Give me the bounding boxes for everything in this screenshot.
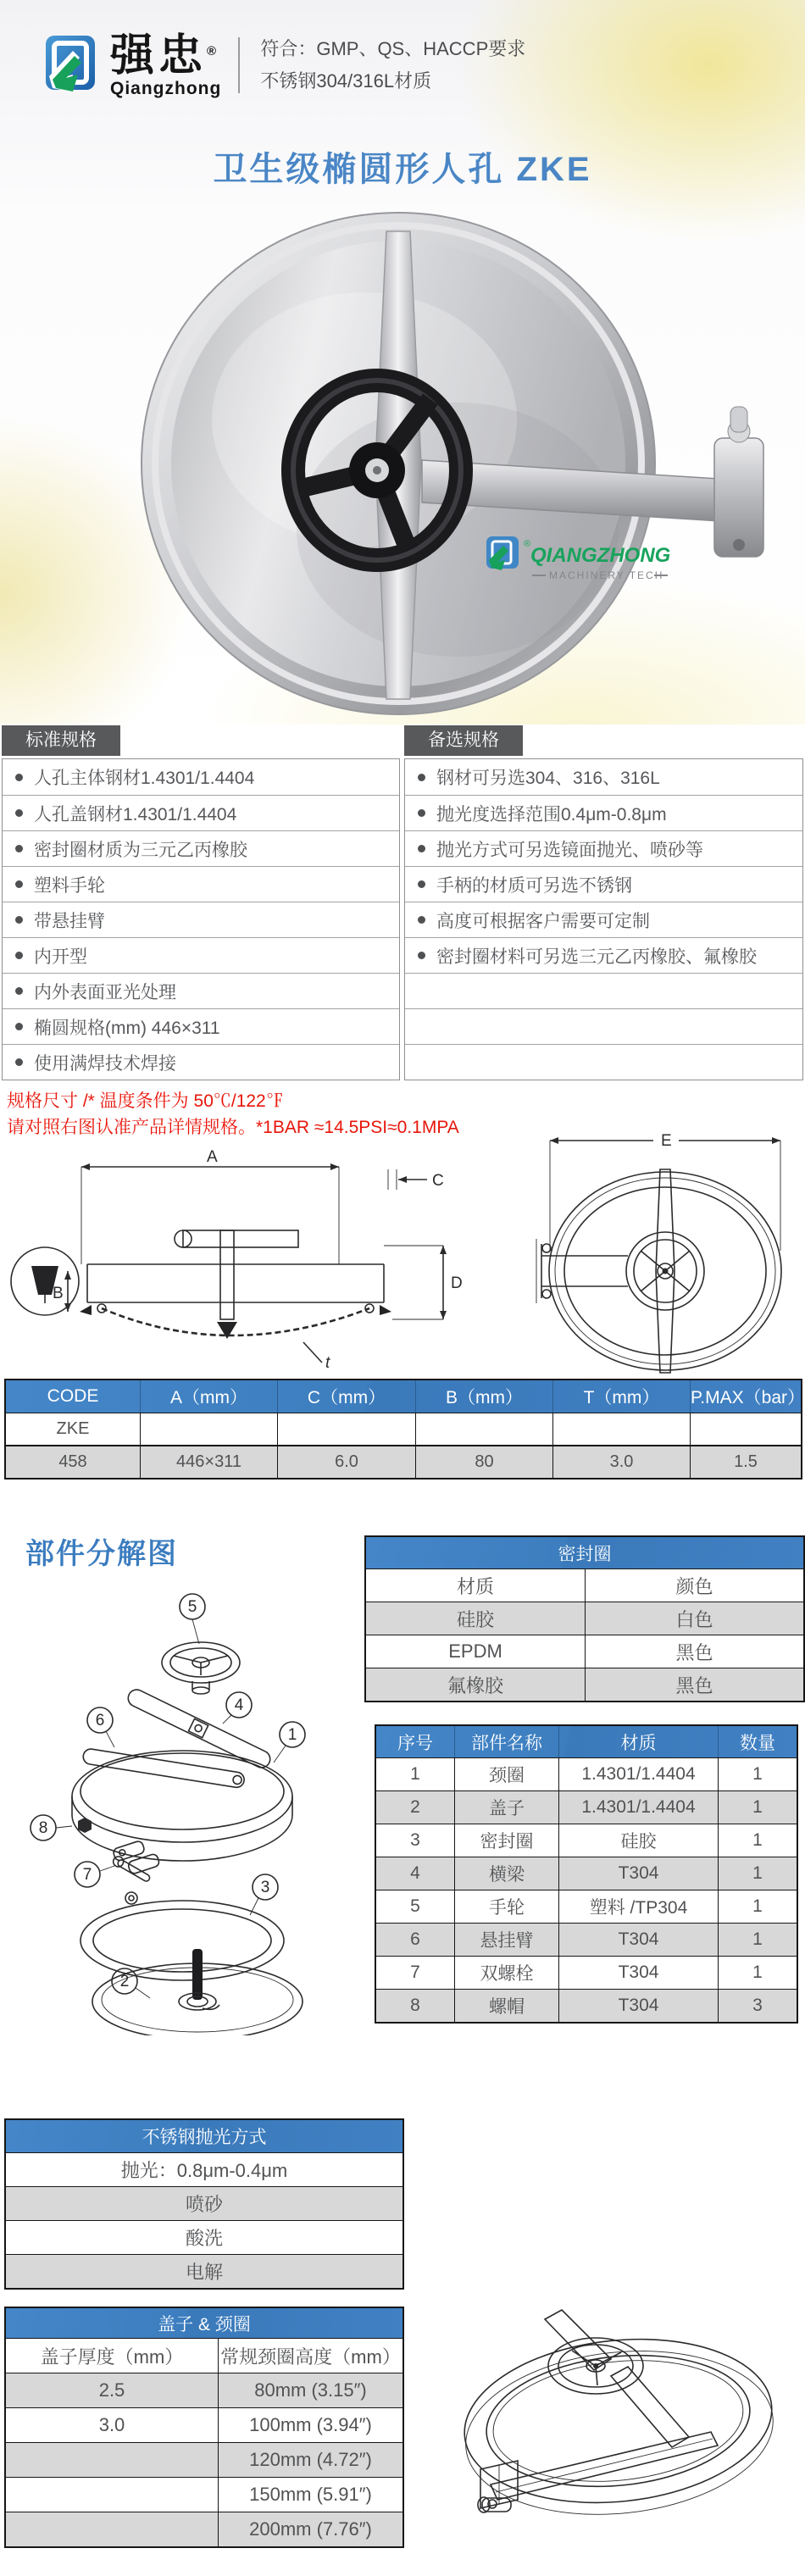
table-row: 150mm (5.91″) xyxy=(6,2477,402,2512)
dimension-table-header: CODE A（mm） C（mm） B（mm） T（mm） P.MAX（bar） xyxy=(6,1380,801,1413)
bullet-icon xyxy=(15,845,23,852)
list-item: 使用满焊技术焊接 xyxy=(3,1044,399,1080)
dimension-note xyxy=(7,1088,459,1141)
dimension-table xyxy=(4,1379,805,1480)
cover-neck-header: 盖子 & 颈圈 xyxy=(6,2308,402,2338)
registered-mark: ® xyxy=(207,44,217,58)
product-photo-manhole xyxy=(0,191,805,724)
tagline-compliance: 符合：GMP、QS、HACCP要求 xyxy=(260,37,526,59)
table-row: 4 横梁 T304 1 xyxy=(376,1857,797,1890)
table-row: 喷砂 xyxy=(6,2186,402,2220)
list-item-empty xyxy=(405,1044,802,1080)
optional-specs-box xyxy=(404,725,803,1080)
list-item: 抛光方式可另选镜面抛光、喷砂等 xyxy=(405,830,802,866)
svg-text:4: 4 xyxy=(234,1696,244,1714)
table-row: 8 螺帽 T304 3 xyxy=(376,1989,797,2022)
table-row: 3 密封圈 硅胶 1 xyxy=(376,1824,797,1857)
svg-text:6: 6 xyxy=(95,1712,105,1729)
brand-header xyxy=(44,31,525,99)
bullet-icon xyxy=(15,809,23,817)
table-row: 3.0 100mm (3.94″) xyxy=(6,2407,402,2442)
svg-text:1: 1 xyxy=(287,1726,297,1744)
bullet-icon xyxy=(418,845,425,852)
standard-specs-list xyxy=(2,758,400,1080)
svg-text:7: 7 xyxy=(82,1866,92,1884)
bullet-icon xyxy=(15,916,23,924)
parts-table-header: 序号 部件名称 材质 数量 xyxy=(376,1726,797,1757)
brand-name-cn: 强忠 xyxy=(110,31,208,80)
list-item: 内外表面亚光处理 xyxy=(3,973,399,1008)
optional-specs-tab: 备选规格 xyxy=(404,725,523,756)
dim-label-C: C xyxy=(432,1172,444,1190)
table-row: 458 446×311 6.0 80 3.0 1.5 xyxy=(6,1445,801,1478)
brand-logo-text xyxy=(110,31,221,99)
dim-label-D: D xyxy=(451,1274,463,1292)
table-row: 7 双螺栓 T304 1 xyxy=(376,1956,797,1989)
bullet-icon xyxy=(418,774,425,781)
bullet-icon xyxy=(15,952,23,959)
dim-label-A: A xyxy=(207,1148,218,1166)
note-line-1: 规格尺寸 /* 温度条件为 50℃/122℉ xyxy=(7,1091,284,1111)
table-row: 氟橡胶 黑色 xyxy=(366,1668,803,1701)
table-row: 硅胶 白色 xyxy=(366,1602,803,1635)
dim-label-E: E xyxy=(661,1132,672,1150)
dim-label-B: B xyxy=(53,1285,64,1302)
table-row: 5 手轮 塑料 /TP304 1 xyxy=(376,1890,797,1923)
isometric-drawing xyxy=(436,2247,801,2574)
list-item: 塑料手轮 xyxy=(3,866,399,902)
list-item: 抛光度选择范围0.4μm-0.8μm xyxy=(405,795,802,830)
table-row: 电解 xyxy=(6,2254,402,2288)
standard-specs-tab: 标准规格 xyxy=(2,725,120,756)
table-row: 120mm (4.72″) xyxy=(6,2442,402,2477)
front-view-drawing xyxy=(530,1125,801,1380)
bullet-icon xyxy=(15,774,23,781)
list-item: 人孔主体钢材1.4301/1.4404 xyxy=(3,759,399,795)
svg-text:5: 5 xyxy=(187,1598,197,1616)
table-row: 抛光：0.8μm-0.4μm xyxy=(6,2152,402,2186)
hero-section xyxy=(0,0,805,724)
svg-text:8: 8 xyxy=(38,1819,48,1837)
bullet-icon xyxy=(418,916,425,924)
note-line-2: 请对照右图认准产品详情规格。*1BAR ≈14.5PSI≈0.1MPA xyxy=(7,1118,459,1137)
seal-ring-table xyxy=(364,1535,805,1702)
table-row: 200mm (7.76″) xyxy=(6,2512,402,2546)
bullet-icon xyxy=(15,880,23,888)
optional-specs-list xyxy=(404,758,803,1080)
list-item: 人孔盖钢材1.4301/1.4404 xyxy=(3,795,399,830)
list-item: 钢材可另选304、316、316L xyxy=(405,759,802,795)
page-title: 卫生级椭圆形人孔 ZKE xyxy=(213,151,592,188)
table-row: ZKE xyxy=(6,1413,801,1445)
exploded-section-title: 部件分解图 xyxy=(25,1538,178,1570)
bullet-icon xyxy=(418,809,425,817)
list-item: 手柄的材质可另选不锈钢 xyxy=(405,866,802,902)
list-item: 密封圈材料可另选三元乙丙橡胶、氟橡胶 xyxy=(405,937,802,973)
bullet-icon xyxy=(418,880,425,888)
table-row: 2 盖子 1.4301/1.4404 1 xyxy=(376,1790,797,1824)
bullet-icon xyxy=(15,1058,23,1066)
list-item: 密封圈材质为三元乙丙橡胶 xyxy=(3,830,399,866)
svg-text:®: ® xyxy=(524,539,531,549)
list-item: 带悬挂臂 xyxy=(3,902,399,937)
header-taglines xyxy=(260,33,525,97)
watermark-name: QIANGZHONG xyxy=(530,544,671,567)
brand-logo-icon xyxy=(44,32,102,97)
svg-text:2: 2 xyxy=(119,1973,130,1990)
tagline-material: 不锈钢304/316L材质 xyxy=(260,69,432,92)
polish-methods-table xyxy=(4,2118,404,2290)
seal-table-header: 密封圈 xyxy=(366,1537,803,1568)
table-row: 材质 颜色 xyxy=(366,1568,803,1602)
table-row: EPDM 黑色 xyxy=(366,1635,803,1668)
table-row: 1 颈圈 1.4301/1.4404 1 xyxy=(376,1757,797,1790)
table-row: 酸洗 xyxy=(6,2220,402,2254)
cover-neck-table xyxy=(4,2307,404,2548)
list-item: 高度可根据客户需要可定制 xyxy=(405,902,802,937)
exploded-diagram xyxy=(4,1578,352,2035)
list-item: 内开型 xyxy=(3,937,399,973)
brand-name-en: Qiangzhong xyxy=(110,79,222,98)
header-divider xyxy=(238,37,240,93)
list-item: 椭圆规格(mm) 446×311 xyxy=(3,1008,399,1044)
polish-table-header: 不锈钢抛光方式 xyxy=(6,2120,402,2152)
bullet-icon xyxy=(15,1023,23,1030)
list-item-empty xyxy=(405,973,802,1008)
section-drawing xyxy=(7,1146,469,1374)
list-item-empty xyxy=(405,1008,802,1044)
bullet-icon xyxy=(418,952,425,959)
dim-label-t: t xyxy=(325,1354,330,1372)
table-row: 盖子厚度（mm） 常规颈圈高度（mm） xyxy=(6,2338,402,2373)
svg-text:3: 3 xyxy=(260,1879,270,1896)
parts-table xyxy=(375,1724,798,2024)
table-row: 2.5 80mm (3.15″) xyxy=(6,2373,402,2407)
bullet-icon xyxy=(15,987,23,995)
table-row: 6 悬挂臂 T304 1 xyxy=(376,1923,797,1956)
standard-specs-box xyxy=(2,725,400,1080)
watermark-sub: MACHINERY TECH xyxy=(549,569,664,581)
